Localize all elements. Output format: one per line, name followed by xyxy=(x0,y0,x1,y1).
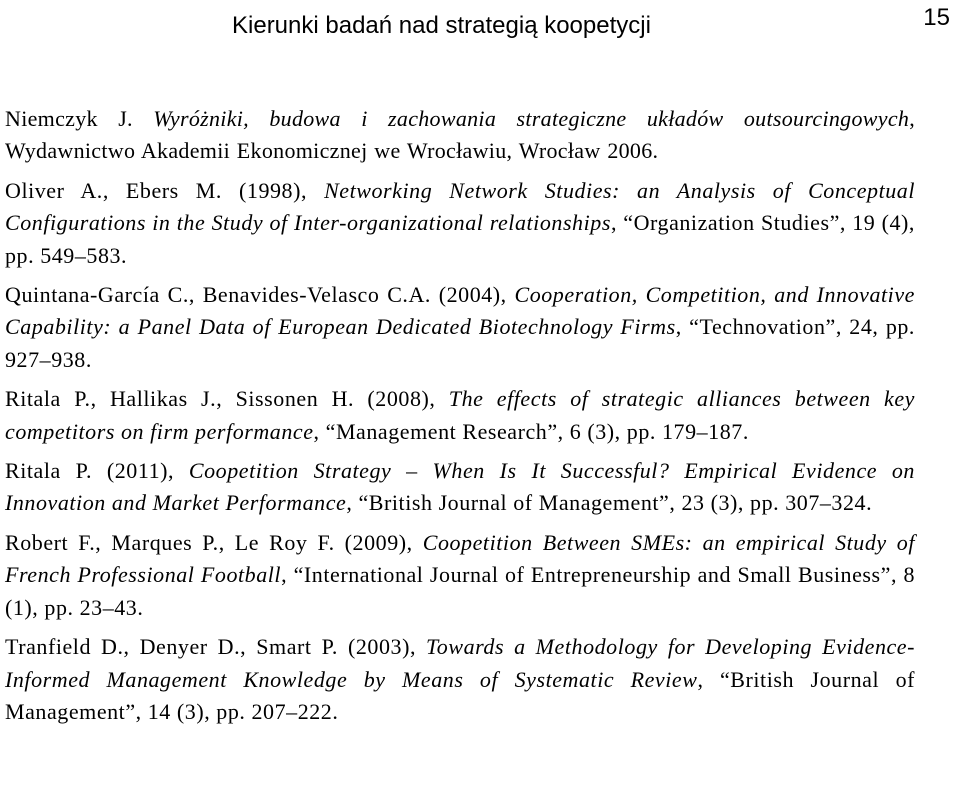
reference-title: Cooperation, Competition, and Innovative Capability: a Panel Data of European Dedicated Biotechnology Firms xyxy=(5,282,915,340)
reference-title: Networking Network Studies: an Analysis of Conceptual Configurations in the Study of Inter-organizational relationships xyxy=(5,177,915,236)
reference-authors: Tranfield D., Denyer D., Smart P. (2003), xyxy=(5,634,427,660)
reference-title: Coopetition Between SMEs: an empirical Study of French Professional Football xyxy=(5,529,915,588)
reference-source: , “Technovation”, 24, pp. 927‒938. xyxy=(5,314,915,372)
reference-title: Coopetition Strategy ‒ When Is It Successful? Empirical Evidence on Innovation and Market Performance xyxy=(5,458,915,516)
reference-source: , “Organization Studies”, 19 (4), pp. 549‒583. xyxy=(5,210,915,268)
reference-item-oliver xyxy=(5,175,915,272)
reference-title: Wyróżniki, budowa i zachowania strategiczne układów outsourcingowych xyxy=(153,106,910,131)
reference-source: , “British Journal of Management”, 14 (3), pp. 207‒222. xyxy=(5,666,915,724)
reference-authors: Oliver A., Ebers M. (1998), xyxy=(5,177,325,203)
reference-item-quintana-garcia xyxy=(5,279,915,376)
reference-authors: Quintana-García C., Benavides-Velasco C.A. (2004), xyxy=(5,282,515,308)
reference-title: Towards a Methodology for Developing Evidence-Informed Management Knowledge by Means of Systematic Review xyxy=(5,634,915,692)
reference-source: , “Management Research”, 6 (3), pp. 179‒187. xyxy=(313,418,749,444)
reference-authors: Ritala P., Hallikas J., Sissonen H. (2008), xyxy=(5,386,449,412)
reference-item-tranfield xyxy=(5,631,915,728)
reference-item-ritala-2008 xyxy=(5,383,915,448)
reference-item-ritala-2011 xyxy=(5,455,915,520)
reference-title: The effects of strategic alliances between key competitors on firm performance xyxy=(5,386,915,444)
reference-authors: Niemczyk J. xyxy=(5,106,133,131)
reference-source: , Wydawnictwo Akademii Ekonomicznej we Wrocławiu, Wrocław 2006. xyxy=(5,106,915,164)
reference-authors: Ritala P. (2011), xyxy=(5,458,189,484)
reference-authors: Robert F., Marques P., Le Roy F. (2009), xyxy=(5,529,423,555)
page-header xyxy=(0,0,960,60)
reference-source: , “British Journal of Management”, 23 (3), pp. 307‒324. xyxy=(346,490,873,516)
running-title: Kierunki badań nad strategią koopetycji xyxy=(232,12,651,39)
page-number: 15 xyxy=(923,4,950,31)
reference-item-robert xyxy=(5,527,915,624)
reference-item-niemczyk xyxy=(5,103,915,168)
reference-source: , “International Journal of Entrepreneurship and Small Business”, 8 (1), pp. 23‒43. xyxy=(5,562,916,620)
reference-list xyxy=(5,103,915,735)
